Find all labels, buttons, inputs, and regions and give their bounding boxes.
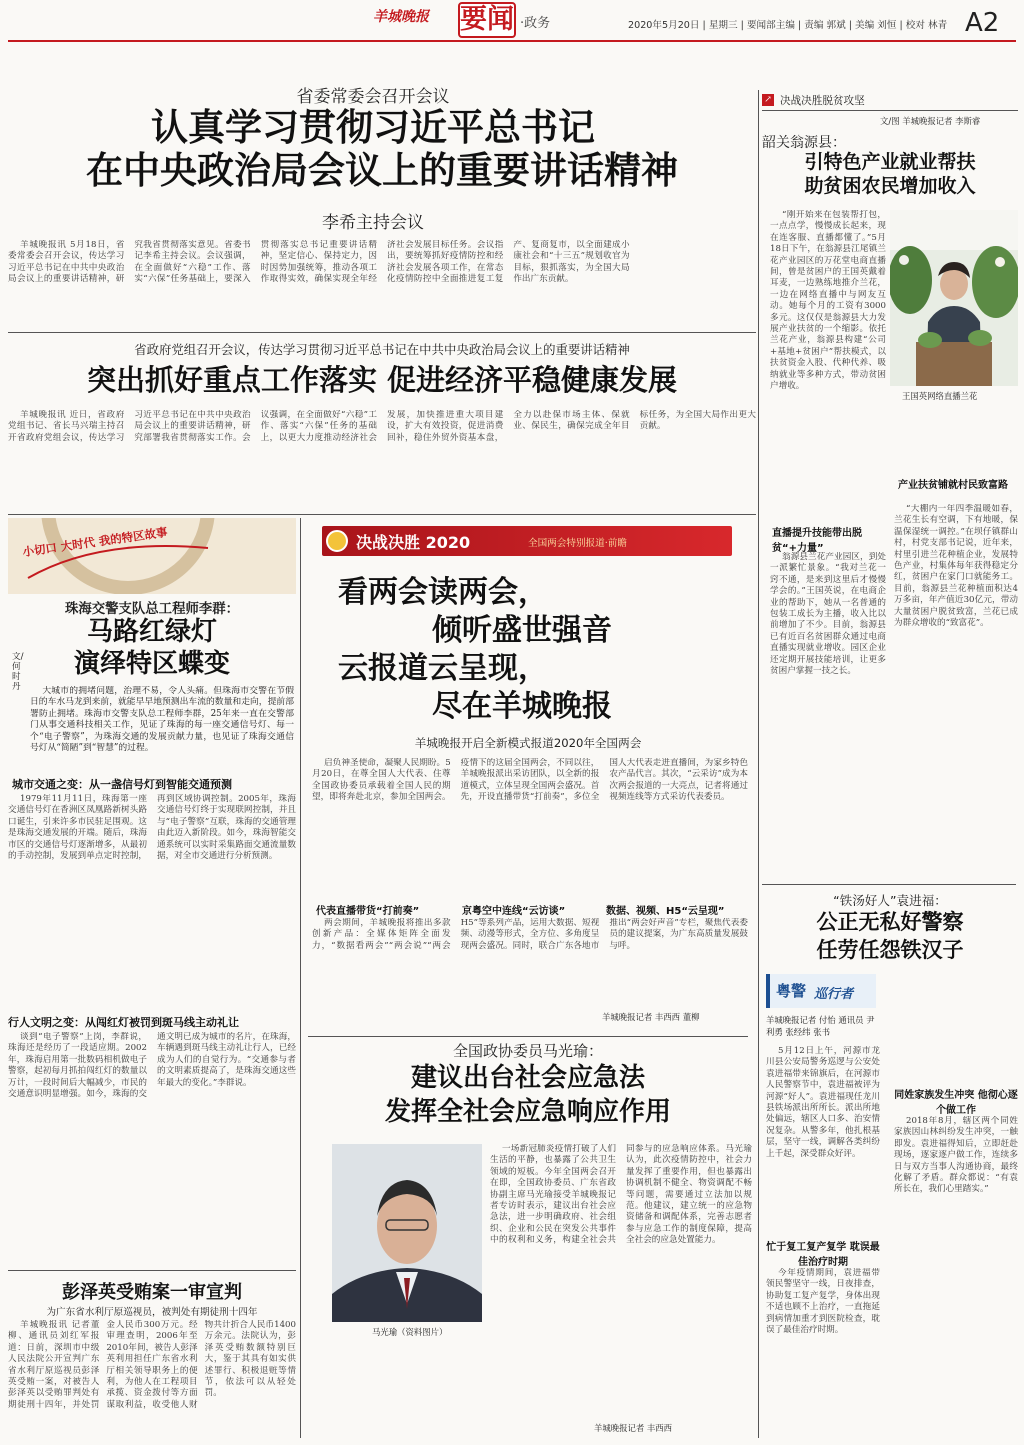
- ma-kicker: 全国政协委员马光瑜：: [452, 1042, 603, 1060]
- channel-label: ·政务: [520, 16, 551, 31]
- poverty-title-line1: 引特色产业就业帮扶: [804, 151, 976, 173]
- poverty-story: [762, 94, 1018, 884]
- campaign-body: 启负神圣使命，凝聚人民期盼。5月20日，在尊全国人大代表、住尊全国政协委员承载着全国人民的期望，即将奔赴北京，参加全国两会。疫情下的这届全国两会，不同以往，羊城晚报派出采访团队，以全新的报道模式，立体呈现全国两会盛况。首先，开设直播带货“打前奏”，多位全国人大代表走进直播间，为家乡特色农产品代言。其次，“云采访”成为本次两会报道的一大亮点，记者将通过视频连线等方式采访代表委员。: [312, 758, 748, 803]
- zhuhai-intro: 大城市的拥堵问题，治理不易，令人头痛。但珠海市交警在节假日的车水马龙到来前，就能早早地预测出车流的数量和走向，提前部署防止拥堵。珠海市交警支队总工程师李群，25年来一直在交警部门从事交通科技相关工作，见证了珠海的每一座交通信号灯、每一个“电子警察”，为珠海交通的发展贡献力量，也见证了珠海交通信号灯从“简陋”到“智慧”的过程。: [30, 686, 294, 754]
- zhuhai-story: [8, 518, 296, 1260]
- lead-body: 羊城晚报讯 5月18日，省委常委会召开会议，传达学习习近平总书记在中共中央政治局会议上的重要讲话精神，研究我省贯彻落实意见。省委书记李希主持会议。会议强调，在全面做好“六稳”工作、落实“六保”任务基础上，要深入贯彻落实总书记重要讲话精神，坚定信心、保持定力，因时因势加强统筹，推动各项工作取得实效，确保实现全年经济社会发展目标任务。会议指出，要统筹抓好疫情防控和经济社会发展各项工作，在常态化疫情防控中全面推进复工复产、复商复市，以全面建成小康社会和“十三五”规划收官为目标，狠抓落实，为全国大局作出广东贡献。: [8, 240, 630, 285]
- zhuhai-subhead-1: 城市交通之变：从一盏信号灯到智能交通预测: [12, 778, 232, 791]
- campaign-story: [302, 518, 754, 1028]
- livestream-photo: [890, 210, 1018, 386]
- poverty-subhead-2: 产业扶贫铺就村民致富路: [898, 480, 1008, 491]
- campaign-title-line2: 倾听盛世强音: [432, 613, 612, 648]
- zhuhai-author: 文/何时丹: [12, 652, 24, 692]
- campaign-title-line1: 看两会读两会，: [338, 575, 548, 610]
- poverty-body-3: “大棚内一年四季温暖如春，兰花生长有空调，下有地暖，保温保湿统一调控。”在坝仔镇群山村，村党支部书记说，近年来，村里引进兰花种植企业，发展特色产业，村集体每年获得稳定分红，贫困户在家门口就能务工。目前，翁源县兰花种植面积达4万多亩，年产值近30亿元，带动大量贫困户脱贫致富，兰花已成为群众增收的“致富花”。: [894, 504, 1018, 629]
- page-number: A2: [965, 8, 1000, 38]
- poverty-body-2: 翁源县兰花产业园区，到处一派繁忙景象。“我对兰花一窍不通，是来到这里后才慢慢学会的。”王国英说，在电商企业的帮助下，她从一名普通的包装工成长为主播，收入比以前增加了不少。目前，翁源县已有近百名贫困群众通过电商直播实现就业增收。园区企业还定期开展技能培训，让更多贫困户掌握一技之长。: [770, 552, 886, 677]
- ma-credit: 羊城晚报记者 丰西西: [594, 1423, 673, 1433]
- poverty-subhead-1: 直播提升技能带出脱贫“+力量”: [772, 528, 862, 554]
- zhuhai-body-2: 谈到“电子警察”上岗，李群说，珠海还是经历了一段适应期。2002年，珠海启用第一批数码相机做电子警察，起初每月抓拍闯红灯的数量以万计，一段时间后大幅减少，市民的交通意识明显增强。如今，珠海的交通文明已成为城市的名片，在珠海，车辆遇到斑马线主动礼让行人，已经成为人们的自觉行为。“交通参与者的文明素质提高了，是珠海交通这些年最大的变化。”李群说。: [8, 1032, 296, 1100]
- poverty-body: “刚开始来在包装帮打包，一点点学，慢慢成长起来，现在连客服、直播都懂了。”5月18日下午，在翁源县江尾镇兰花产业园区的万花堂电商直播间，曾是贫困户的王国英戴着耳麦，一边熟练地推介兰花，一边在网络直播中与网友互动。她每个月的工资有3000多元。这仅仅是翁源县大力发展产业扶贫的一个缩影。依托兰花产业，翁源县构建“公司+基地+贫困户”帮扶模式，以扶贫资金入股、代种代养、吸纳就业等多种方式，带动贫困户增收。: [770, 210, 886, 392]
- police-body: 5月12日上午，河源市龙川县公安局警务巡逻与公安处袁进福带来锦旗后，在河源市人民警察节中，袁进福被评为河源“好人”。袁进福现任龙川县铁场派出所所长。派出所地处偏远，辖区人口多、治安情况复杂。从警多年，他扎根基层，坚守一线，调解各类纠纷上千起，深受群众好评。: [766, 1046, 880, 1159]
- zhuhai-title-line2: 演绎特区蝶变: [73, 649, 230, 679]
- police-kicker: “铁汤好人”袁进福：: [833, 893, 947, 908]
- column-logo: [766, 974, 876, 1008]
- lead-kicker: 省委常委会召开会议: [296, 87, 450, 107]
- campaign-credit: 羊城晚报记者 丰西西 董柳: [602, 1012, 700, 1022]
- arrow-icon: ↗: [762, 94, 774, 106]
- column-logo-name: 巡行者: [814, 987, 854, 1002]
- livestream-caption: 王国英网络直播兰花: [902, 391, 978, 401]
- zhuhai-kicker: 珠海交警支队总工程师李群：: [64, 602, 240, 617]
- banner-text: 小切口 大时代 我的特区故事: [21, 524, 169, 560]
- police-subhead-1: 忙于复工复产复学 耽误最佳治疗时期: [766, 1242, 880, 1268]
- campaign-title-line3: 云报道云呈现，: [338, 651, 548, 686]
- poverty-credit-line: 文/图 羊城晚报记者 李斯睿: [880, 116, 981, 126]
- peng-body: 羊城晚报讯 记者董柳、通讯员刘红军报道：日前，深圳市中级人民法院公开宣判广东省水利厅原巡视员彭泽英受贿一案，对被告人彭泽英以受贿罪判处有期徒刑十四年，并处罚金人民币300万元。经审理查明，2006年至2010年间，被告人彭泽英利用担任广东省水利厅相关领导职务上的便利，为他人在工程项目承揽、资金拨付等方面谋取利益，收受他人财物共计折合人民币1400万余元。法院认为，彭泽英受贿数额特别巨大，鉴于其具有如实供述罪行、积极退赃等情节，依法可以从轻处罚。: [8, 1320, 296, 1410]
- newspaper-logo: 羊城晚报: [373, 9, 429, 25]
- poverty-body-right: [892, 404, 1018, 486]
- column-divider: [758, 90, 759, 1438]
- divider: [8, 1270, 296, 1271]
- column-logo-mark: 粤警: [776, 982, 807, 1000]
- ma-body: 一场新冠肺炎疫情打破了人们生活的平静，也暴露了公共卫生领域的短板。今年全国两会召开在即，全国政协委员、广东省政协副主席马光瑜接受羊城晚报记者专访时表示，建议出台社会应急法，进一步明确政府、社会组织、企业和公民在突发公共事件中的权利和义务，构建全社会共同参与的应急响应体系。马光瑜认为，此次疫情防控中，社会力量发挥了重要作用，但也暴露出协调机制不健全、物资调配不畅等问题，需要通过立法加以规范。他建议，建立统一的应急物资储备和调配体系，完善志愿者参与应急工作的制度保障，提高全社会的应急处置能力。: [490, 1144, 752, 1246]
- police-body-2: 今年疫情期间，袁进福带领民警坚守一线，日夜排查，协助复工复产复学，身体出现不适也顾不上治疗，一直拖延到病情加重才到医院检查，耽误了最佳治疗时期。: [766, 1268, 880, 1336]
- divider: [308, 1036, 748, 1037]
- lead-story: [8, 82, 756, 324]
- campaign-badge-text: 决战决胜 2020: [356, 533, 471, 552]
- peng-story: [8, 1278, 296, 1438]
- provincial-government-story: [8, 340, 756, 508]
- zhuhai-title-line1: 马路红绿灯: [86, 617, 217, 647]
- ma-title-line1: 建议出台社会应急法: [410, 1063, 645, 1093]
- divider: [8, 514, 756, 515]
- police-subhead-2: 同姓家族发生冲突 他彻心逐个做工作: [894, 1090, 1018, 1116]
- lead-title-line2: 在中央政治局会议上的重要讲话精神: [86, 149, 678, 192]
- peng-title: 彭泽英受贿案一审宣判: [62, 1282, 242, 1303]
- poverty-kicker: 韶关翁源县：: [762, 135, 846, 151]
- lead-subtitle: 李希主持会议: [322, 213, 424, 233]
- divider: [762, 884, 1016, 885]
- zhuhai-subhead-2: 行人文明之变：从闯红灯被罚到斑马线主动礼让: [8, 1016, 239, 1029]
- campaign-subtitle: 羊城晚报开启全新模式报道2020年全国两会: [414, 736, 642, 750]
- second-body: 羊城晚报讯 近日，省政府党组书记、省长马兴瑞主持召开省政府党组会议，传达学习习近平总书记在中共中央政治局会议上的重要讲话精神，研究部署我省贯彻落实工作。会议强调，在全面做好“六稳”工作、落实“六保”任务的基础上，以更大力度推动经济社会发展，加快推进重大项目建设，扩大有效投资，促进消费回补，稳住外贸外资基本盘，全力以赴保市场主体、保就业、保民生，确保完成全年目标任务，为全国大局作出更大贡献。: [8, 410, 756, 443]
- masthead: [0, 0, 1024, 62]
- date-info: 2020年5月20日 | 星期三 | 要闻部主编 | 责编 郭斌 | 美编 刘恒 | 校对 林青: [628, 20, 948, 31]
- campaign-title-line4: 尽在羊城晚报: [432, 689, 612, 724]
- police-story: [762, 890, 1018, 1438]
- campaign-body-2: 两会期间，羊城晚报将推出多款创新产品：全媒体矩阵全面发力，“数据看两会”“两会说”“两会H5”等系列产品，运用大数据、短视频、动漫等形式，全方位、多角度呈现两会盛况。同时，联合广东各地市推出“两会好声音”专栏，聚焦代表委员的建议提案，为广东高质量发展鼓与呼。: [312, 918, 748, 951]
- divider: [8, 332, 756, 333]
- ma-body-left: [332, 1340, 482, 1418]
- masthead-rule: [8, 40, 1016, 42]
- campaign-badge-note: 全国两会特别报道·前瞻: [528, 538, 627, 549]
- police-body-3: 2018年8月，辖区两个同姓家族因山林纠纷发生冲突，一触即发。袁进福得知后，立即赶赴现场，逐家逐户做工作，连续多日与双方当事人沟通协商，最终化解了矛盾。群众都说：“有袁所长在，我们心里踏实。”: [894, 1116, 1018, 1195]
- police-title-line2: 任劳任怨铁汉子: [816, 938, 964, 962]
- police-body-right: [894, 974, 1018, 1082]
- ma-title-line2: 发挥全社会应急响应作用: [384, 1097, 671, 1127]
- emblem-icon: [326, 530, 348, 552]
- poverty-tag: 决战决胜脱贫攻坚: [780, 95, 865, 107]
- campaign-subhead-1: 代表直播带货“打前奏”: [316, 906, 420, 917]
- zhuhai-body-1: 1979年11月11日，珠海第一座交通信号灯在香洲区凤凰路新树头路口诞生，引来许多市民驻足围观。这是珠海交通发展的开端。随后，珠海市区的交通信号灯逐渐增多，从最初的手动控制，发展到单点定时控制，再到区域协调控制。2005年，珠海交通信号灯终于实现联网控制，并且与“电子警察”互联，珠海的交通管理由此迈入新阶段。如今，珠海智能交通系统可以实时采集路面交通流量数据，对全市交通进行分析预测。: [8, 794, 296, 862]
- lead-title-line1: 认真学习贯彻习近平总书记: [151, 106, 595, 149]
- police-byline: 羊城晚报记者 付怡 通讯员 尹利勇 张经纬 张书: [766, 1015, 875, 1037]
- second-title: 突出抓好重点工作落实 促进经济平稳健康发展: [86, 363, 678, 397]
- second-kicker: 省政府党组召开会议，传达学习贯彻习近平总书记在中共中央政治局会议上的重要讲话精神: [134, 342, 630, 357]
- police-title-line1: 公正无私好警察: [816, 910, 964, 934]
- campaign-subhead-3: 数据、视频、H5“云呈现”: [606, 906, 725, 917]
- poverty-title-line2: 助贫困农民增加收入: [804, 175, 976, 197]
- column-divider: [300, 518, 301, 1438]
- section-badge: 要闻: [458, 2, 516, 38]
- peng-subtitle: 为广东省水利厅原巡视员，被判处有期徒刑十四年: [46, 1307, 258, 1318]
- ma-story: [302, 1040, 754, 1438]
- divider: [762, 110, 1018, 111]
- portrait-caption: 马光瑜（资料图片）: [372, 1327, 448, 1337]
- campaign-subhead-2: 京粤空中连线“云访谈”: [462, 906, 566, 917]
- portrait-photo: [332, 1144, 482, 1322]
